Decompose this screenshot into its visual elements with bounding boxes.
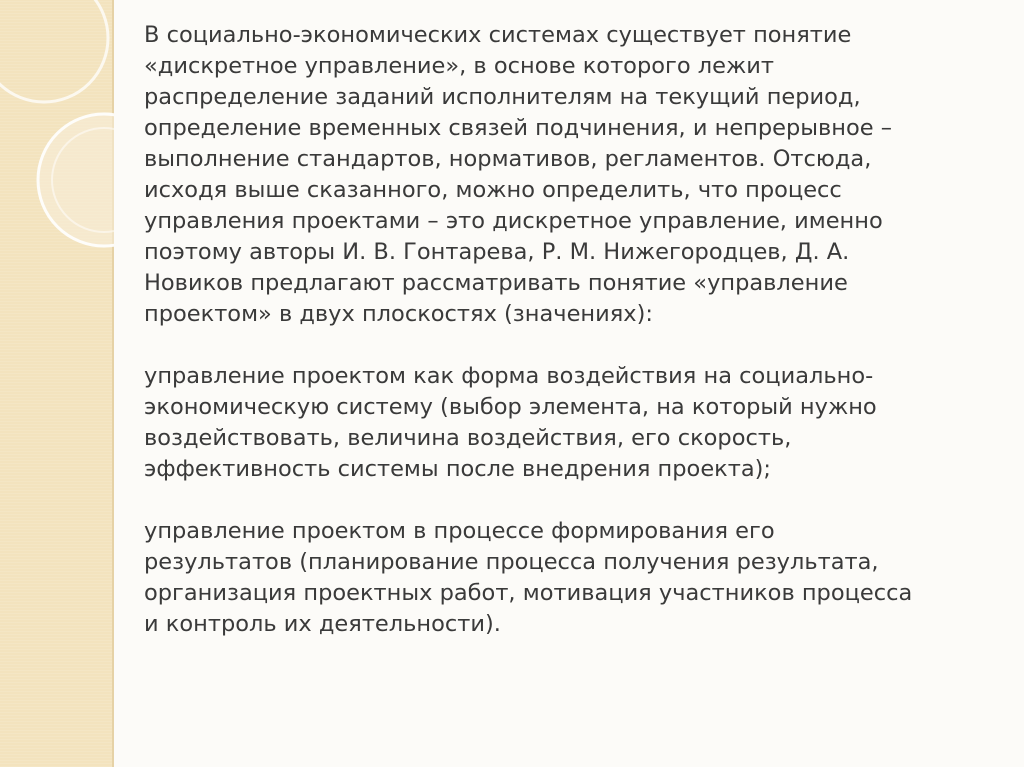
paragraph-intro: В социально-экономических системах существует понятие «дискретное управление», в основе которого лежит распределение заданий исполнителям на текущий период, определение временных связей подчинения, и непрерывное – выполнение стандартов, нормативов, регламентов. Отсюда, исходя выше сказанного, можно определить, что процесс управления проектами – это дискретное управление, именно поэтому авторы И. В. Гонтарева, Р. М. Нижегородцев, Д. А. Новиков предлагают рассматривать понятие «управление проектом» в двух плоскостях (значениях):: [144, 22, 893, 327]
paragraph-impact-form: управление проектом как форма воздействия на социально- экономическую систему (выбор элемента, на который нужно воздействовать, величина воздействия, его скорость, эффективность системы после внедрения проекта);: [144, 363, 877, 482]
slide-body: [144, 20, 1014, 640]
decorative-circles: [0, 0, 114, 767]
paragraph-results-process: управление проектом в процессе формирования его результатов (планирование процесса получения результата, организация проектных работ, мотивация участников процесса и контроль их деятельности).: [144, 518, 913, 637]
decorative-circle-small: [38, 114, 114, 246]
decorative-circle-large: [0, 0, 108, 102]
